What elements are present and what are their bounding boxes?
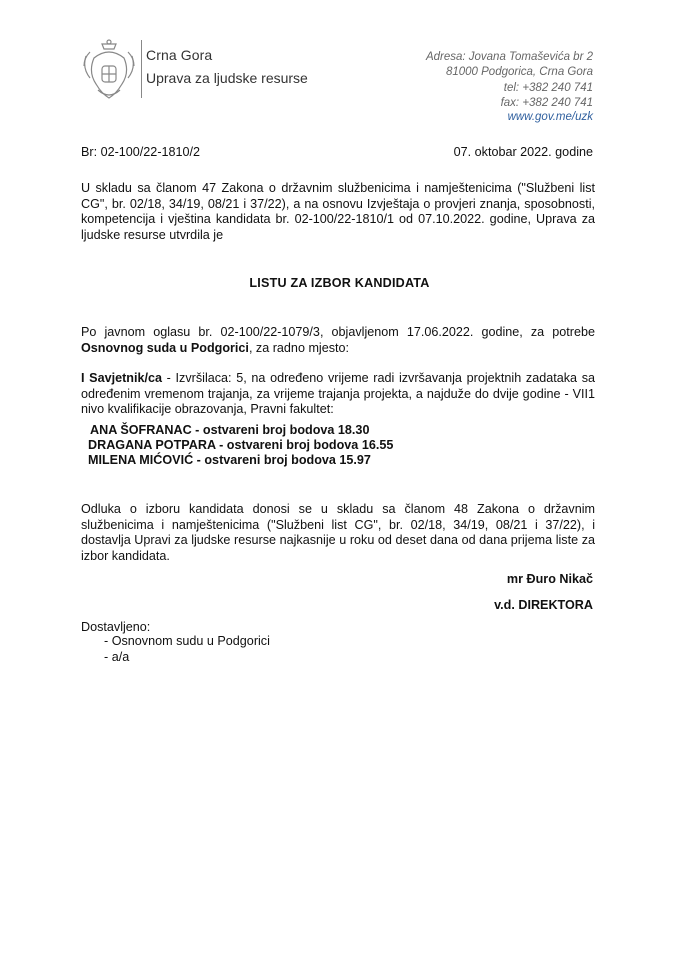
- court-name: Osnovnog suda u Podgorici: [81, 340, 249, 355]
- candidate-item: MILENA MIĆOVIĆ - ostvareni broj bodova 15.97: [88, 453, 371, 467]
- org-country: Crna Gora: [146, 47, 213, 63]
- document-title: LISTU ZA IZBOR KANDIDATA: [249, 276, 430, 290]
- recipient-item: - a/a: [104, 650, 130, 664]
- candidate-item: DRAGANA POTPARA - ostvareni broj bodova 16.55: [88, 438, 394, 452]
- announcement-text: Po javnom oglasu br. 02-100/22-1079/3, objavljenom 17.06.2022. godine, za potrebe: [81, 325, 595, 339]
- address-tel: tel: +382 240 741: [503, 82, 593, 94]
- document-date: 07. oktobar 2022. godine: [453, 145, 593, 159]
- signature-title: v.d. DIREKTORA: [494, 598, 593, 612]
- header-divider: [141, 40, 142, 98]
- address-city: 81000 Podgorica, Crna Gora: [445, 66, 593, 78]
- position-paragraph: [81, 371, 595, 418]
- position-description: - Izvršilaca: 5, na određeno vrijeme radi izvršavanja projektnih zadataka sa određenim vremenom trajanja, za vrijeme trajanja projekta, a najduže do dvije godine - VII1 nivo kvalifikacije obrazovanja, Pravni fakultet:: [81, 371, 596, 417]
- address-street: Adresa: Jovana Tomaševića br 2: [425, 51, 593, 63]
- decision-paragraph: Odluka o izboru kandidata donosi se u skladu sa članom 48 Zakona o državnim službenicima i namještenicima ("Službeni list CG", br. 02/18, 34/19, 08/21 i 37/22), i dostavlja Upravi za ljudske resurse najkasnije u roku od deset dana od dana prijema liste za izbor kandidata.: [81, 502, 595, 563]
- candidate-item: ANA ŠOFRANAC - ostvareni broj bodova 18.30: [90, 423, 370, 437]
- announcement-paragraph: [81, 325, 595, 356]
- reference-number: Br: 02-100/22-1810/2: [81, 145, 201, 159]
- address-fax: fax: +382 240 741: [500, 97, 593, 109]
- intro-paragraph: U skladu sa članom 47 Zakona o državnim službenicima i namještenicima ("Službeni list CG", br. 02/18, 34/19, 08/21 i 37/22), a na osnovu Izvještaja o provjeri znanja, sposobnosti, kompetencija i vještina kandidata br. 02-100/22-1810/1 od 07.10.2022. godine, Uprava za ljudske resurse utvrdila je: [81, 181, 595, 242]
- org-name: Uprava za ljudske resurse: [146, 70, 308, 86]
- recipient-item: - Osnovnom sudu u Podgorici: [104, 634, 270, 648]
- website-link[interactable]: www.gov.me/uzk: [507, 111, 593, 123]
- position-title: I Savjetnik/ca: [81, 371, 162, 385]
- announcement-suffix: , za radno mjesto:: [248, 340, 350, 355]
- signature-name: mr Đuro Nikač: [506, 572, 593, 586]
- montenegro-coat-of-arms-icon: [80, 38, 138, 106]
- delivered-to-label: Dostavljeno:: [81, 620, 151, 634]
